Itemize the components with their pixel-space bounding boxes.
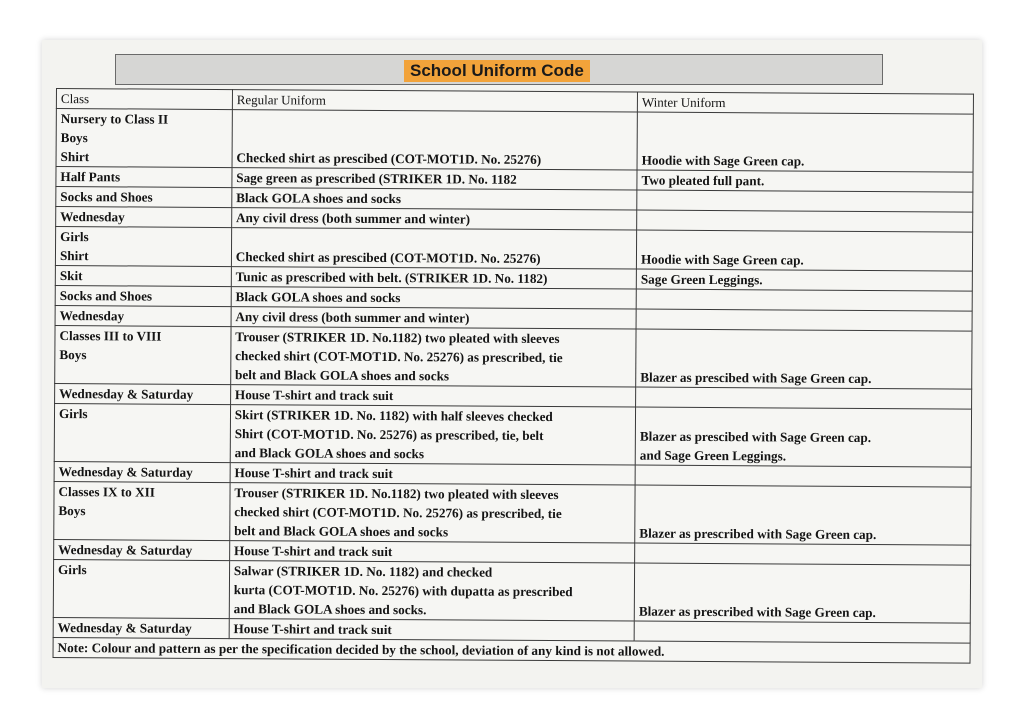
regular-uniform-cell-line: Trouser (STRIKER 1D. No.1182) two pleated with sleeves	[234, 485, 559, 503]
class-cell	[55, 265, 231, 286]
regular-uniform-cell-line: Sage green as prescribed (STRIKER 1D. No. 1182	[236, 170, 517, 187]
winter-uniform-cell	[635, 485, 971, 545]
regular-uniform-cell	[229, 541, 634, 563]
class-cell-line: Boys	[58, 503, 86, 519]
winter-uniform-cell	[637, 112, 973, 172]
winter-uniform-cell-line: and Sage Green Leggings.	[639, 447, 787, 464]
regular-uniform-cell	[229, 561, 635, 621]
class-cell-line: Socks and Shoes	[60, 189, 153, 205]
class-cell-line: Socks and Shoes	[59, 288, 153, 304]
winter-uniform-cell	[637, 190, 973, 212]
regular-uniform-cell	[232, 110, 638, 170]
class-cell-line: Boys	[60, 130, 88, 146]
class-cell-line: Wednesday	[59, 308, 125, 324]
regular-uniform-cell	[232, 168, 637, 190]
class-cell-line: Girls	[58, 406, 88, 422]
class-cell-line: Wednesday & Saturday	[58, 464, 193, 480]
regular-uniform-cell-line: Trouser (STRIKER 1D. No.1182) two pleated with sleeves	[235, 329, 560, 347]
regular-uniform-cell-line: belt and Black GOLA shoes and socks	[234, 523, 449, 540]
class-cell	[56, 167, 232, 188]
class-cell-line: Classes III to VIII	[59, 328, 162, 344]
column-header-class: Class	[56, 89, 232, 110]
class-cell-line: Half Pants	[60, 169, 121, 185]
winter-uniform-cell	[637, 170, 973, 192]
winter-uniform-cell-line: Hoodie with Sage Green cap.	[640, 251, 804, 268]
regular-uniform-cell	[231, 208, 636, 230]
winter-uniform-cell	[636, 289, 972, 311]
winter-uniform-cell	[636, 269, 972, 291]
regular-uniform-cell-line: Checked shirt as prescibed (COT-MOT1D. No. 25276)	[236, 150, 542, 167]
regular-uniform-cell	[232, 188, 637, 210]
class-cell-line: Nursery to Class II	[60, 111, 169, 127]
class-cell-line: Girls	[60, 229, 89, 245]
class-cell	[55, 227, 231, 267]
class-cell-line: Wednesday & Saturday	[59, 386, 194, 402]
regular-uniform-cell	[231, 267, 636, 289]
table-row	[55, 227, 972, 272]
class-cell-line: Wednesday & Saturday	[57, 620, 192, 636]
class-cell	[55, 285, 231, 306]
regular-uniform-cell-line: checked shirt (COT-MOT1D. No. 25276) as prescribed, tie	[234, 504, 562, 522]
class-cell-line: Girls	[58, 562, 87, 578]
class-cell	[54, 481, 230, 540]
class-cell	[56, 109, 232, 168]
class-cell	[56, 187, 232, 208]
winter-uniform-cell-line: Sage Green Leggings.	[640, 271, 763, 288]
regular-uniform-cell-line: Tunic as prescribed with belt. (STRIKER 1D. No. 1182)	[235, 269, 548, 287]
table-row	[55, 325, 972, 389]
winter-uniform-cell	[634, 621, 970, 643]
regular-uniform-cell-line: Skirt (STRIKER 1D. No. 1182) with half sleeves checked	[234, 407, 553, 425]
class-cell-line: Classes IX to XII	[58, 484, 155, 500]
class-cell-line: Shirt	[59, 248, 89, 264]
winter-uniform-cell-line: Blazer as prescribed with Sage Green cap.	[639, 525, 877, 543]
class-cell-line: Boys	[59, 347, 87, 363]
winter-uniform-cell	[635, 543, 971, 565]
table-row	[54, 481, 971, 545]
regular-uniform-cell	[229, 619, 634, 641]
regular-uniform-cell	[231, 307, 636, 329]
note-text: Note: Colour and pattern as per the specification decided by the school, deviation of any kind is not allowed.	[53, 637, 970, 663]
regular-uniform-cell-line: Salwar (STRIKER 1D. No. 1182) and checked	[233, 563, 493, 580]
regular-uniform-cell-line: Any civil dress (both summer and winter)	[235, 210, 471, 227]
class-cell-line: Wednesday & Saturday	[58, 542, 193, 558]
regular-uniform-cell-line: House T-shirt and track suit	[234, 387, 394, 404]
regular-uniform-cell	[231, 287, 636, 309]
regular-uniform-cell-line: kurta (COT-MOT1D. No. 25276) with dupatta as prescribed	[233, 582, 573, 600]
winter-uniform-cell	[635, 465, 971, 487]
winter-uniform-cell	[636, 387, 972, 409]
class-cell-line: Skit	[59, 268, 83, 284]
regular-uniform-cell-line: and Black GOLA shoes and socks.	[233, 601, 427, 618]
winter-uniform-cell	[634, 563, 970, 623]
regular-uniform-cell	[230, 385, 635, 407]
regular-uniform-cell	[231, 327, 637, 387]
winter-uniform-cell	[636, 309, 972, 331]
winter-uniform-cell-line: Blazer as prescibed with Sage Green cap.	[639, 428, 872, 445]
class-cell	[55, 383, 231, 404]
regular-uniform-cell-line: and Black GOLA shoes and socks	[234, 445, 425, 462]
regular-uniform-cell-line: Checked shirt as prescibed (COT-MOT1D. No. 25276)	[235, 249, 541, 266]
regular-uniform-cell	[231, 228, 636, 269]
class-cell	[54, 461, 230, 482]
table-row	[54, 403, 971, 467]
regular-uniform-cell-line: checked shirt (COT-MOT1D. No. 25276) as prescribed, tie	[235, 348, 563, 366]
class-cell	[54, 403, 230, 462]
winter-uniform-cell-line: Two pleated full pant.	[641, 172, 765, 189]
page-title: School Uniform Code	[404, 60, 590, 82]
regular-uniform-cell-line: House T-shirt and track suit	[233, 621, 392, 638]
regular-uniform-cell	[230, 405, 636, 465]
winter-uniform-cell	[636, 329, 972, 389]
regular-uniform-cell	[230, 483, 636, 543]
table-row	[56, 109, 973, 173]
regular-uniform-cell	[230, 463, 635, 485]
table-body	[53, 109, 973, 644]
winter-uniform-cell-line: Blazer as prescribed with Sage Green cap.	[638, 603, 876, 621]
class-cell	[56, 207, 232, 228]
class-cell-line: Shirt	[60, 149, 90, 165]
class-cell	[54, 539, 230, 560]
class-cell	[55, 325, 231, 384]
class-cell	[53, 559, 229, 618]
regular-uniform-cell-line: House T-shirt and track suit	[233, 543, 393, 560]
regular-uniform-cell-line: belt and Black GOLA shoes and socks	[235, 367, 450, 384]
class-cell-line: Wednesday	[60, 209, 125, 225]
regular-uniform-cell-line: House T-shirt and track suit	[234, 465, 393, 482]
class-cell	[55, 305, 231, 326]
winter-uniform-cell	[637, 210, 973, 232]
winter-uniform-cell-line: Hoodie with Sage Green cap.	[641, 152, 805, 169]
regular-uniform-cell-line: Shirt (COT-MOT1D. No. 25276) as prescribed, tie, belt	[234, 426, 544, 443]
winter-uniform-cell	[635, 407, 971, 467]
uniform-table	[53, 88, 974, 664]
column-header-winter-uniform: Winter Uniform	[637, 92, 973, 114]
winter-uniform-cell	[636, 230, 972, 271]
table-row	[53, 559, 970, 623]
column-header-regular-uniform: Regular Uniform	[232, 90, 637, 112]
regular-uniform-cell-line: Any civil dress (both summer and winter)	[235, 309, 470, 326]
regular-uniform-cell-line: Black GOLA shoes and socks	[236, 190, 402, 207]
winter-uniform-cell-line: Blazer as prescibed with Sage Green cap.	[640, 369, 872, 386]
regular-uniform-cell-line: Black GOLA shoes and socks	[235, 289, 401, 306]
class-cell	[53, 617, 229, 638]
